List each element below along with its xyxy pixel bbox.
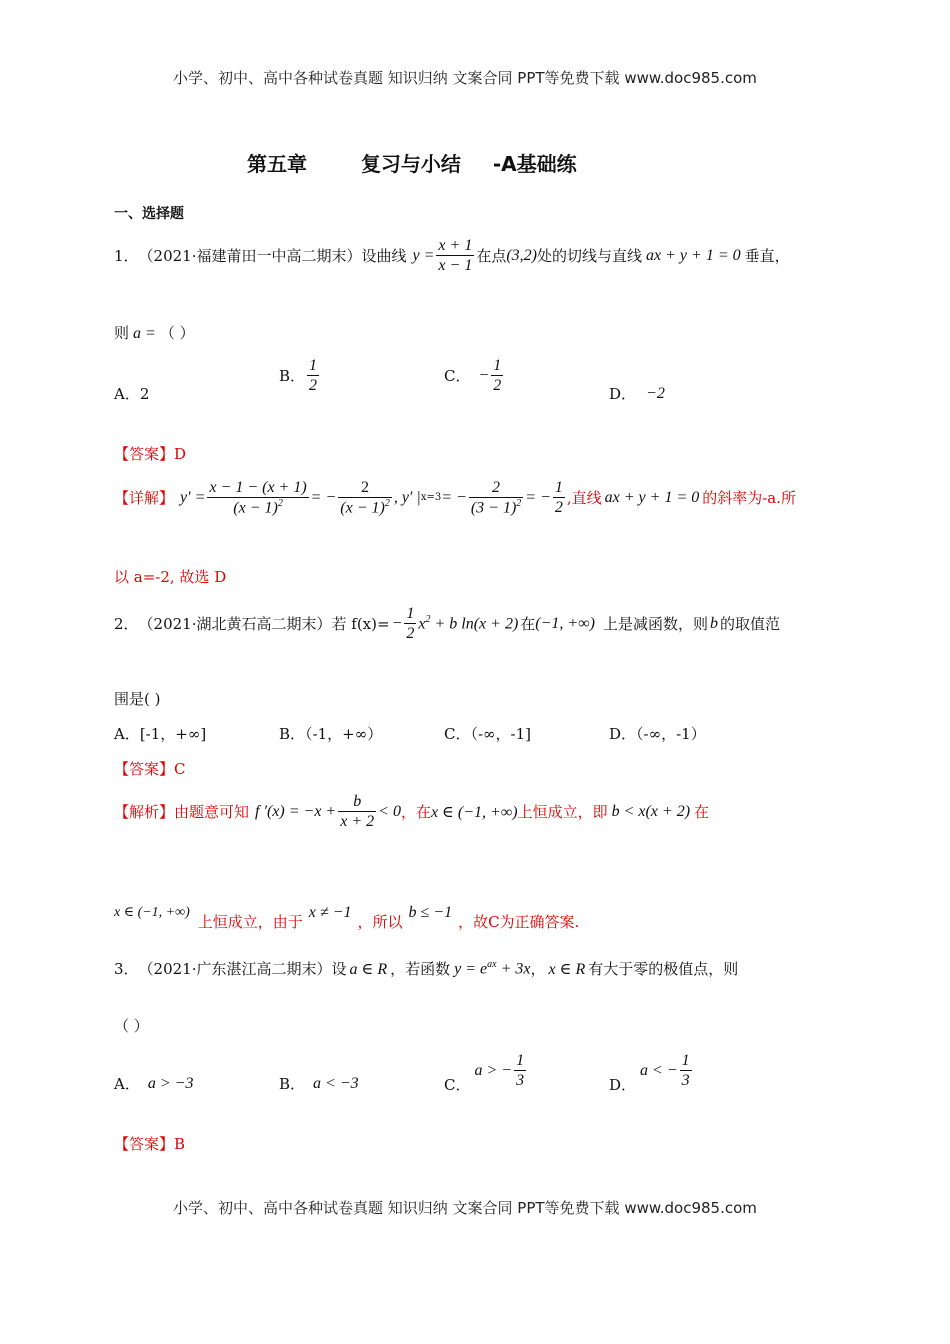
frac-den: (x − 1) [233,499,278,517]
q1-number: 1． [114,247,139,266]
q1-frac-den: x − 1 [438,257,473,275]
frac-den: 2 [493,377,502,395]
analysis-neq: x ≠ −1 [308,903,352,921]
option-value: a > −3 [147,1074,194,1092]
option-fraction [307,356,319,395]
frac-den: x + 2 [340,813,375,831]
q1-point: (3,2) [506,246,537,264]
q1-line2-paren: （ ） [159,324,195,342]
q3-x-in-r: x ∈ R [548,960,586,978]
frac-num: 2 [338,478,392,498]
question-2 [114,604,780,643]
analysis-domain2: x ∈ (−1, +∞) [114,905,190,920]
detail-text2: 的斜率为-a.所 [702,489,797,508]
page-header: 小学、初中、高中各种试卷真题 知识归纳 文案合同 PPT等免费下载 www.doc985.com [173,69,757,87]
q2-func-x: x [418,615,426,633]
option-fraction [514,1051,526,1090]
q2-source: （2021·湖北黄石高二期末） [138,615,332,634]
detail-label: 【详解】 [114,489,175,508]
answer-value: D [174,445,187,463]
q1-line2-text: 则 [114,324,130,342]
detail-frac-3 [469,478,523,518]
analysis-fraction [338,792,376,831]
detail-sub: x=3 [420,492,442,504]
frac-num: 1 [491,356,503,376]
q3-text-c: ， [530,960,546,978]
analysis-domain: x ∈ (−1, +∞) [430,803,518,821]
q3-text: 设 [331,960,347,978]
section-heading: 一、选择题 [114,206,184,222]
frac-exp: 2 [384,498,390,510]
q1-line2-var: a = [133,325,156,342]
answer-value: C [174,760,186,778]
q1-line-eq: ax + y + 1 = 0 [646,246,741,264]
option-label: B． [279,1075,306,1093]
q3-number: 3． [114,960,139,978]
frac-num: x − 1 − (x + 1) [207,478,308,498]
q1-detail-line2: 以 a=-2, 故选 D [114,568,227,586]
analysis-text6: ，所以 [357,913,403,931]
frac-den: 2 [406,625,415,643]
frac-den: 2 [554,499,563,517]
analysis-text2: ，在 [400,803,431,822]
option-sign: − [478,366,490,384]
q2-analysis [114,792,709,831]
frac-den: 3 [681,1072,690,1089]
option-fraction [680,1051,692,1090]
q3-line2: （ ） [114,1017,149,1035]
option-fraction [491,356,503,395]
frac-num: 1 [404,604,416,624]
detail-comma: , y′ | [393,488,421,506]
q1-option-b[interactable] [279,356,321,395]
option-label: D． [609,1076,637,1094]
analysis-b: b ≤ −1 [408,903,453,921]
q1-eq-y: y = [412,246,435,264]
q3-func-exp: ax [487,958,497,970]
title-main: 复习与小结 [360,152,461,176]
q2-fraction [404,604,416,643]
analysis-text5: 上恒成立，由于 [197,913,303,931]
analysis-text7: ，故C为正确答案. [458,913,580,931]
q3-a-in-r: a ∈ R [349,960,388,978]
q3-option-b[interactable] [279,1073,359,1094]
q1-fraction [436,236,474,275]
q2-answer [114,758,186,779]
frac-num: 1 [680,1051,692,1071]
frac-exp: 2 [277,498,283,510]
analysis-text4: 在 [694,803,710,822]
q1-text-c: 处的切线与直线 [537,247,643,266]
q1-option-a[interactable] [114,383,149,404]
option-label: C． [444,367,471,386]
q2-text-c: 的取值范 [719,615,780,634]
frac-num: 1 [553,478,565,498]
page-footer: 小学、初中、高中各种试卷真题 知识归纳 文案合同 PPT等免费下载 www.doc985.com [173,1199,757,1217]
q1-detail [114,478,796,518]
q2-func-rest: + b ln(x + 2) [430,615,519,633]
detail-frac-4 [553,478,565,517]
q3-option-a[interactable] [114,1073,193,1094]
detail-line: ax + y + 1 = 0 [604,488,700,506]
q3-func: y = e [454,960,488,978]
option-label: A． [114,1075,140,1093]
question-1 [114,236,790,275]
q2-line2: 围是( ) [114,690,161,708]
option-value: 2 [139,384,150,403]
frac-den: 3 [516,1072,525,1089]
frac-num: b [338,792,376,812]
q1-line2 [114,322,195,343]
answer-value: B [174,1135,186,1153]
q3-text-d: 有大于零的极值点，则 [588,960,739,978]
option-label: C． [444,1076,471,1094]
q1-answer [114,443,186,464]
frac-num: 1 [307,356,319,376]
q1-option-c[interactable] [444,356,505,395]
answer-label: 【答案】 [114,1135,175,1153]
analysis-fprime: f ′(x) = −x + [255,802,337,820]
q3-source: （2021·广东湛江高二期末） [138,960,332,978]
frac-num: 2 [469,478,523,498]
q2-option-c[interactable]: C．（-∞，-1] [444,725,532,743]
detail-eq2: = − [441,488,467,506]
q3-option-d[interactable] [609,1046,694,1095]
q2-func-exp: 2 [425,614,431,626]
q2-interval: (−1, +∞) [535,614,595,632]
title-suffix: -A基础练 [492,152,577,176]
option-value: a < −3 [313,1074,359,1092]
q2-option-a[interactable]: A．[-1，+∞] [114,725,207,743]
q1-option-d[interactable] [609,383,665,404]
q3-text-b: ，若函数 [390,960,451,978]
q2-option-d[interactable]: D．（-∞，-1） [609,725,706,743]
question-3 [114,958,738,979]
frac-num: 1 [514,1051,526,1071]
q3-func-rest: + 3x [496,960,531,978]
analysis-text1: 由题意可知 [174,803,250,822]
frac-exp: 2 [516,498,522,510]
answer-label: 【答案】 [114,760,175,778]
q2-text-b: 上是减函数，则 [602,615,708,634]
option-pre: a < − [640,1061,678,1079]
detail-yprime: y′ = [180,488,206,506]
analysis-text3: 上恒成立，即 [517,803,608,822]
analysis-ineq: b < x(x + 2) [611,802,691,820]
q1-frac-num: x + 1 [436,236,474,256]
q2-sign: − [391,614,403,632]
q2-text: 若 f(x)= [331,615,390,634]
q1-text: 设曲线 [361,247,407,266]
analysis-lt: < 0 [378,802,401,820]
detail-text1: ,直线 [566,489,602,508]
option-label: D． [609,385,637,403]
analysis-label: 【解析】 [114,803,175,822]
option-value: −2 [646,384,665,402]
option-pre: a > − [474,1061,513,1079]
q2-option-b[interactable]: B．（-1，+∞） [279,725,383,743]
detail-frac-1 [207,478,308,518]
title-chapter: 第五章 [247,152,307,176]
q1-text-b: 在点 [476,247,507,266]
frac-den: (x − 1) [340,499,385,517]
q2-analysis-line2 [114,893,579,932]
option-label: A． [114,385,140,403]
answer-label: 【答案】 [114,445,175,463]
detail-frac-2 [338,478,392,518]
frac-den: 2 [309,377,318,395]
detail-eq3: = − [525,488,551,506]
q1-source: （2021·福建莆田一中高二期末） [138,247,362,266]
q2-number: 2． [114,615,139,634]
page-title [247,148,577,177]
q1-text-d: 垂直， [744,247,790,266]
q3-answer [114,1133,185,1154]
frac-den: (3 − 1) [470,499,517,517]
q2-var-b: b [709,614,718,632]
detail-eq: = − [310,488,337,506]
q3-option-c[interactable] [444,1046,528,1095]
q2-in: 在 [520,615,536,634]
option-label: B． [279,367,306,386]
